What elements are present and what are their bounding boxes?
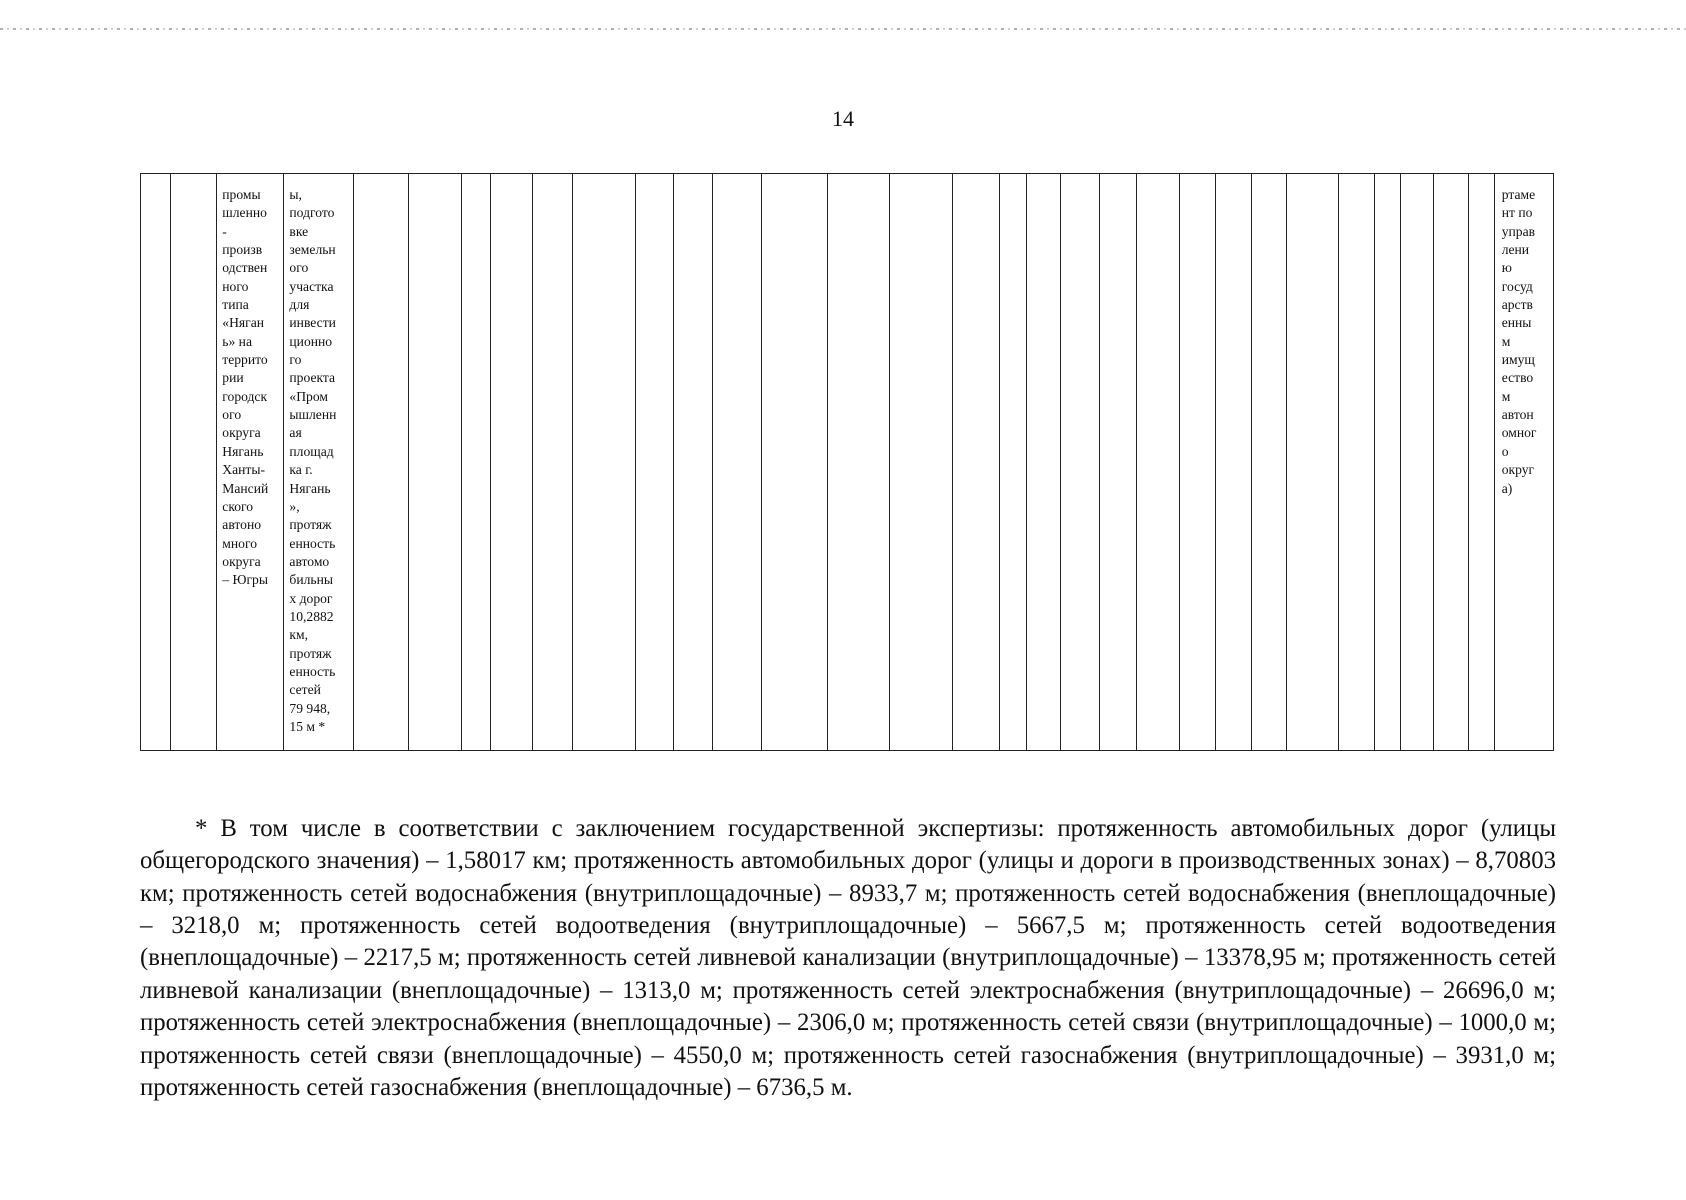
table-cell-18 xyxy=(1000,174,1026,751)
cell-text-4: ы, подгото вке земельн ого участка для инвести ционно го проекта «Пром ышленн ая площад ка г. Нягань », протяж енность автомо бильны х дорог 10,2882 км, протяж енность сетей 79 948, 15 м * xyxy=(289,187,337,734)
table-cell-13 xyxy=(712,174,762,751)
table-cell-32 xyxy=(1494,174,1553,751)
table-cell-8 xyxy=(490,174,532,751)
table-cell-14 xyxy=(762,174,827,751)
table-cell-17 xyxy=(952,174,1000,751)
cell-text-3: промы шленно - произв одствен ного типа «Нягaн ь» на террито рии городск ого округа Нягань Ханты- Мансий ского автоно много округа – Югры xyxy=(222,187,269,588)
table-cell-22 xyxy=(1136,174,1180,751)
table-cell-5 xyxy=(353,174,408,751)
table-cell-12 xyxy=(673,174,712,751)
table-cell-11 xyxy=(636,174,674,751)
cell-text-32: ртаме нт по управ лени ю госуд арств енны м имущ ество м автон омног о округ а) xyxy=(1501,187,1537,496)
table-cell-28 xyxy=(1374,174,1400,751)
table-cell-25 xyxy=(1251,174,1287,751)
table-cell-21 xyxy=(1100,174,1137,751)
table-cell-1 xyxy=(141,174,171,751)
table-cell-7 xyxy=(462,174,490,751)
table-cell-24 xyxy=(1216,174,1252,751)
table-cell-26 xyxy=(1287,174,1339,751)
table-cell-2 xyxy=(170,174,217,751)
table-cell-16 xyxy=(889,174,952,751)
table-row xyxy=(141,174,1554,751)
table-cell-27 xyxy=(1339,174,1375,751)
table-cell-23 xyxy=(1180,174,1216,751)
page-number: 14 xyxy=(832,106,854,131)
table-cell-4 xyxy=(284,174,353,751)
table-cell-9 xyxy=(532,174,573,751)
table-cell-30 xyxy=(1433,174,1469,751)
data-table xyxy=(140,173,1554,751)
scan-top-edge xyxy=(0,28,1686,30)
table-cell-20 xyxy=(1061,174,1100,751)
table-cell-3 xyxy=(217,174,284,751)
table-cell-10 xyxy=(573,174,636,751)
table-cell-6 xyxy=(408,174,462,751)
table-cell-15 xyxy=(827,174,889,751)
footnote-text: * В том числе в соответствии с заключением государственной экспертизы: протяженность автомобильных дорог (улицы общегородского значения) – 1,58017 км; протяженность автомобильных дорог (улицы и дороги в производственных зонах) – 8,70803 км; протяженность сетей водоснабжения (внутриплощадочные) – 8933,7 м; протяженность сетей водоснабжения (внеплощадочные) – 3218,0 м; протяженность сетей водоотведения (внутриплощадочные) – 5667,5 м; протяженность сетей водоотведения (внеплощадочные) – 2217,5 м; протяженность сетей ливневой канализации (внутриплощадочные) – 13378,95 м; протяженность сетей ливневой канализации (внеплощадочные) – 1313,0 м; протяженность сетей электроснабжения (внутриплощадочные) – 26696,0 м; протяженность сетей электроснабжения (внеплощадочные) – 2306,0 м; протяженность сетей связи (внутриплощадочные) – 1000,0 м; протяженность сетей связи (внеплощадочные) – 4550,0 м; протяженность сетей газоснабжения (внутриплощадочные) – 3931,0 м; протяженность сетей газоснабжения (внеплощадочные) – 6736,5 м. xyxy=(140,814,1556,1102)
table-cell-19 xyxy=(1026,174,1061,751)
table-cell-31 xyxy=(1469,174,1494,751)
table-cell-29 xyxy=(1401,174,1434,751)
